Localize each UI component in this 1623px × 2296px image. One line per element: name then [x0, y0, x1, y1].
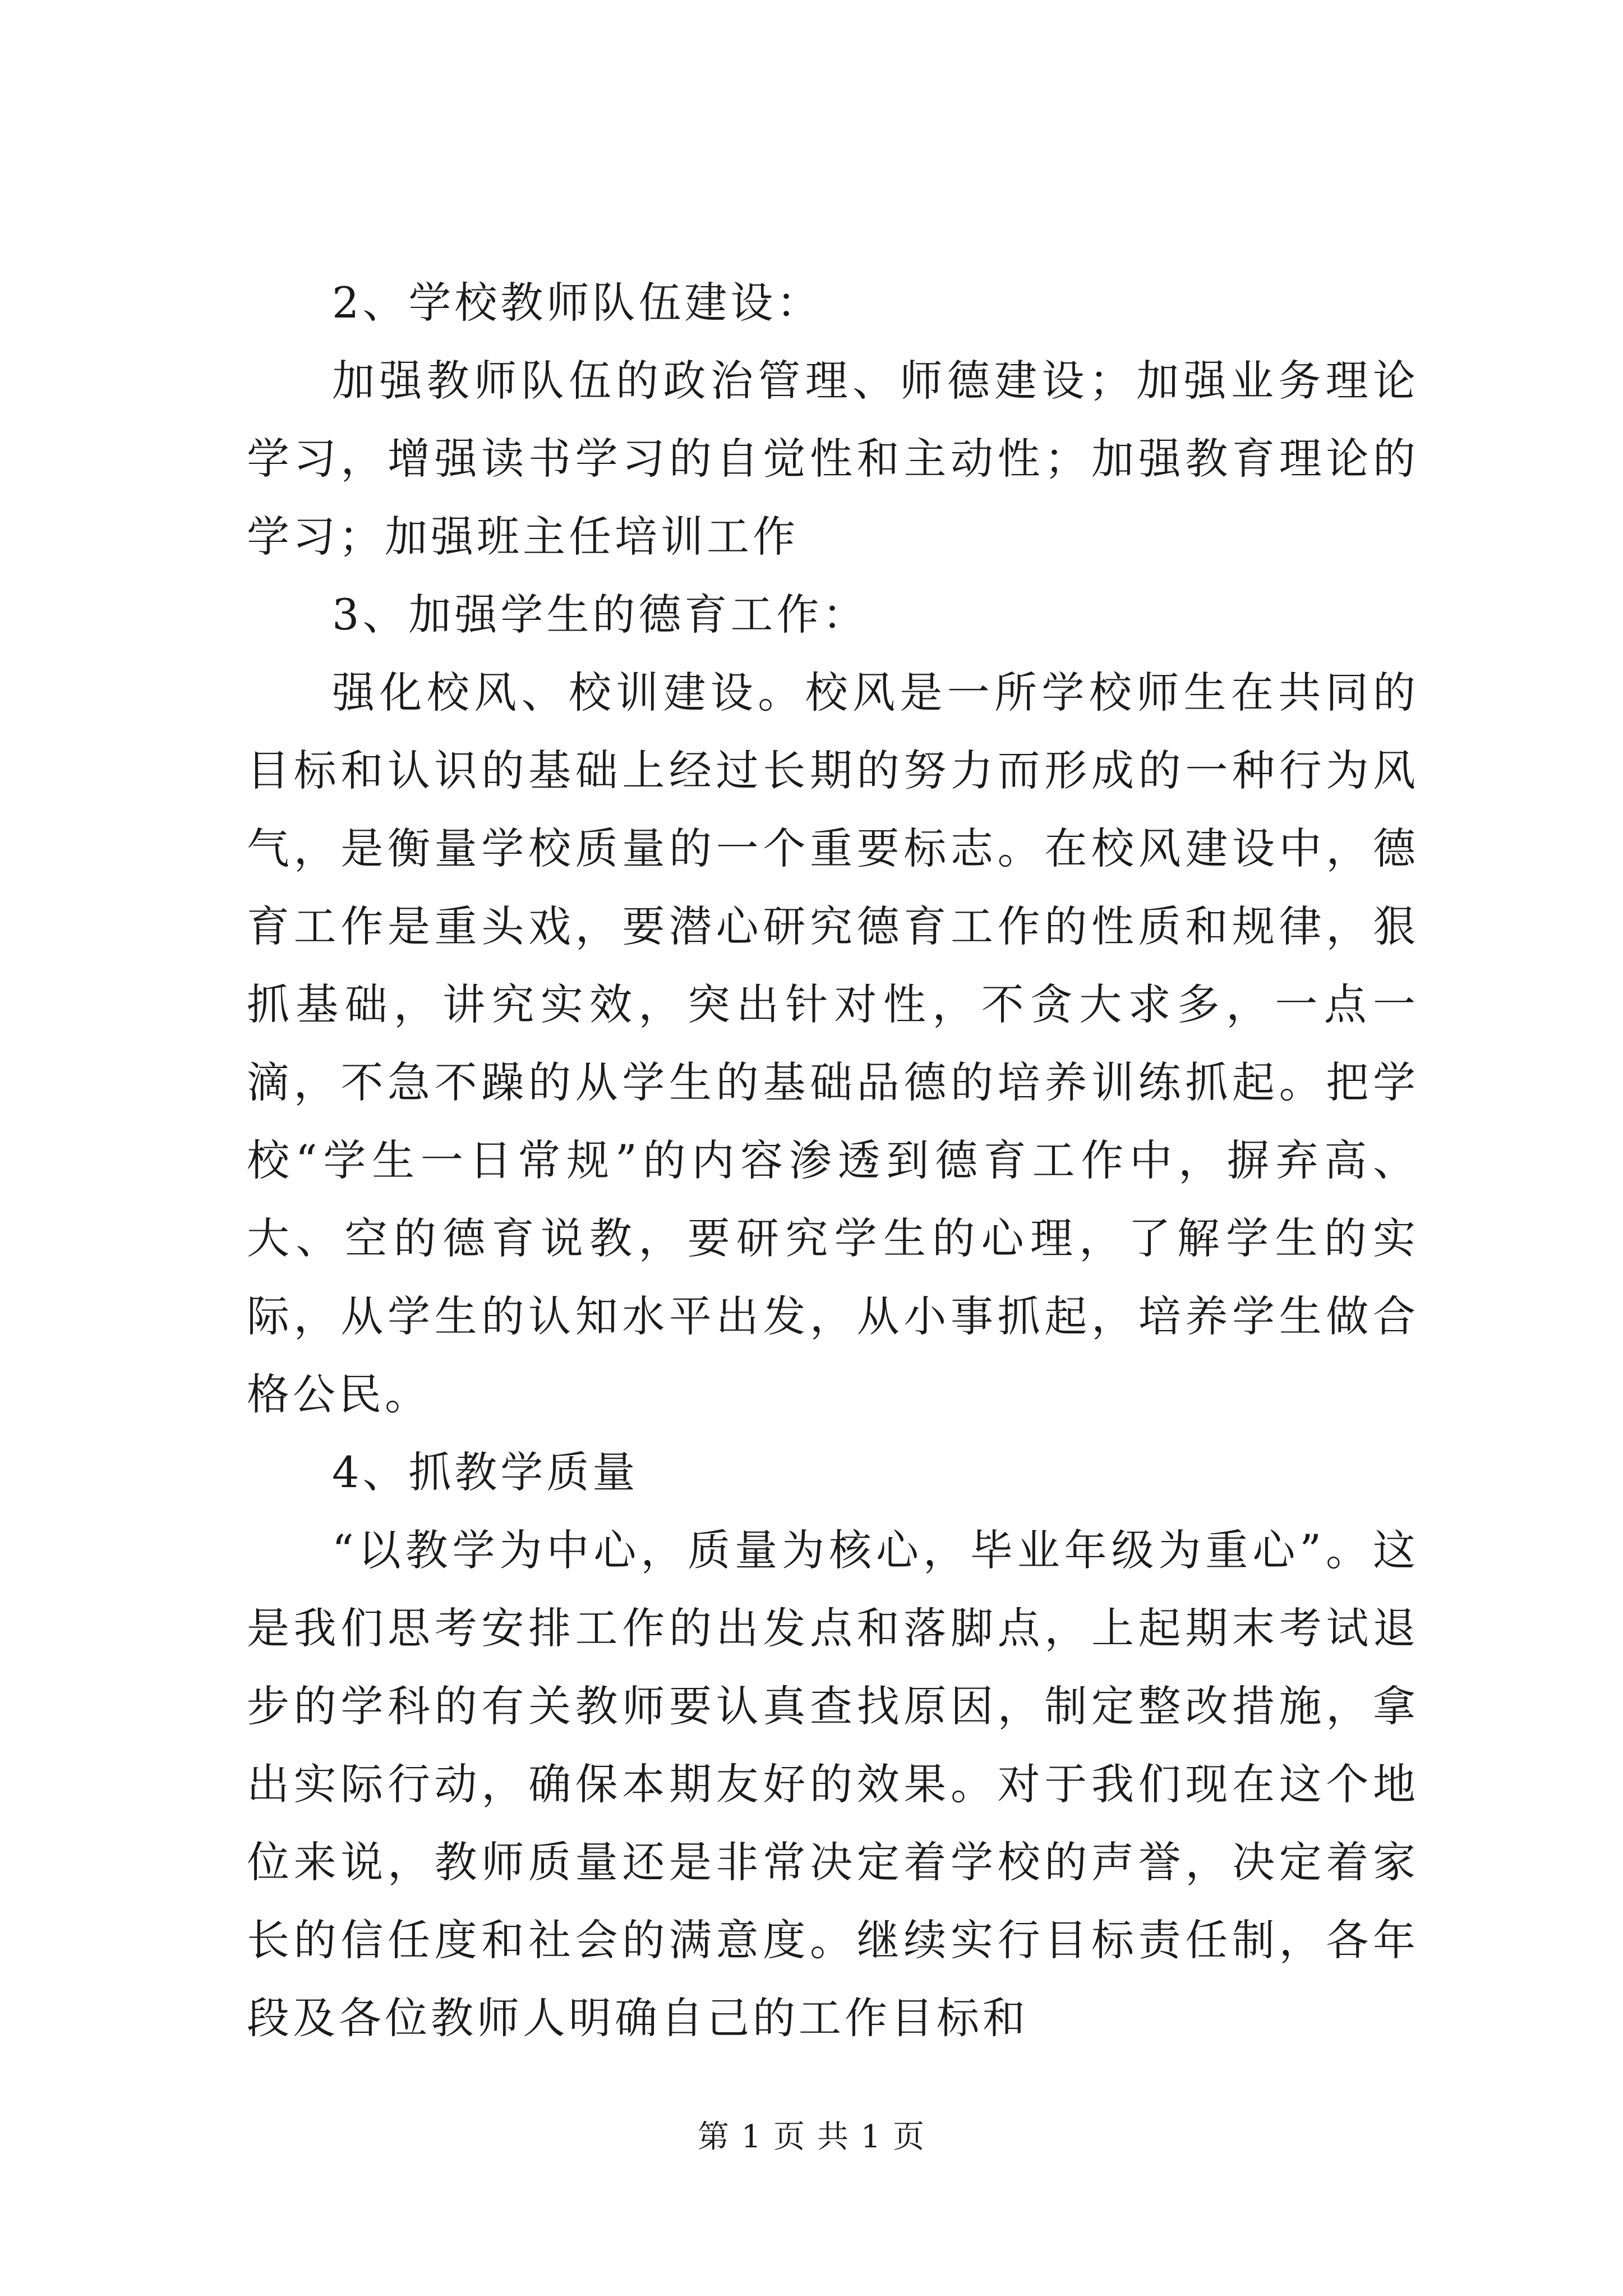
section-heading-teaching-quality: 4、抓教学质量 [332, 1447, 639, 1497]
section-heading-moral-education: 3、加强学生的德育工作： [332, 590, 869, 639]
section-body-teacher-team: 加强教师队伍的政治管理、师德建设；加强业务理论学习，增强读书学习的自觉性和主动性；加强教育理论的学习；加强班主任培训工作 [247, 356, 1419, 562]
section-body-teaching-quality: “以教学为中心，质量为核心，毕业年级为重心”。这是我们思考安排工作的出发点和落脚点，上起期末考试退步的学科的有关教师要认真查找原因，制定整改措施，拿出实际行动，确保本期友好的效果。对于我们现在这个地位来说，教师质量还是非常决定着学校的声誉，决定着家长的信任度和社会的满意度。继续实行目标责任制，各年段及各位教师人明确自己的工作目标和 [247, 1525, 1419, 2043]
document-body [247, 264, 1419, 2057]
section-heading-teacher-team: 2、学校教师队伍建设： [332, 278, 823, 328]
page-number-footer: 第 1 页 共 1 页 [697, 2119, 926, 2155]
section-body-moral-education: 强化校风、校训建设。校风是一所学校师生在共同的目标和认识的基础上经过长期的努力而形成的一种行为风气，是衡量学校质量的一个重要标志。在校风建设中，德育工作是重头戏，要潜心研究德育工作的性质和规律，狠抓基础，讲究实效，突出针对性，不贪大求多，一点一滴，不急不躁的从学生的基础品德的培养训练抓起。把学校“学生一日常规”的内容渗透到德育工作中，摒弃高、大、空的德育说教，要研究学生的心理，了解学生的实际，从学生的认知水平出发，从小事抓起，培养学生做合格公民。 [247, 668, 1419, 1419]
